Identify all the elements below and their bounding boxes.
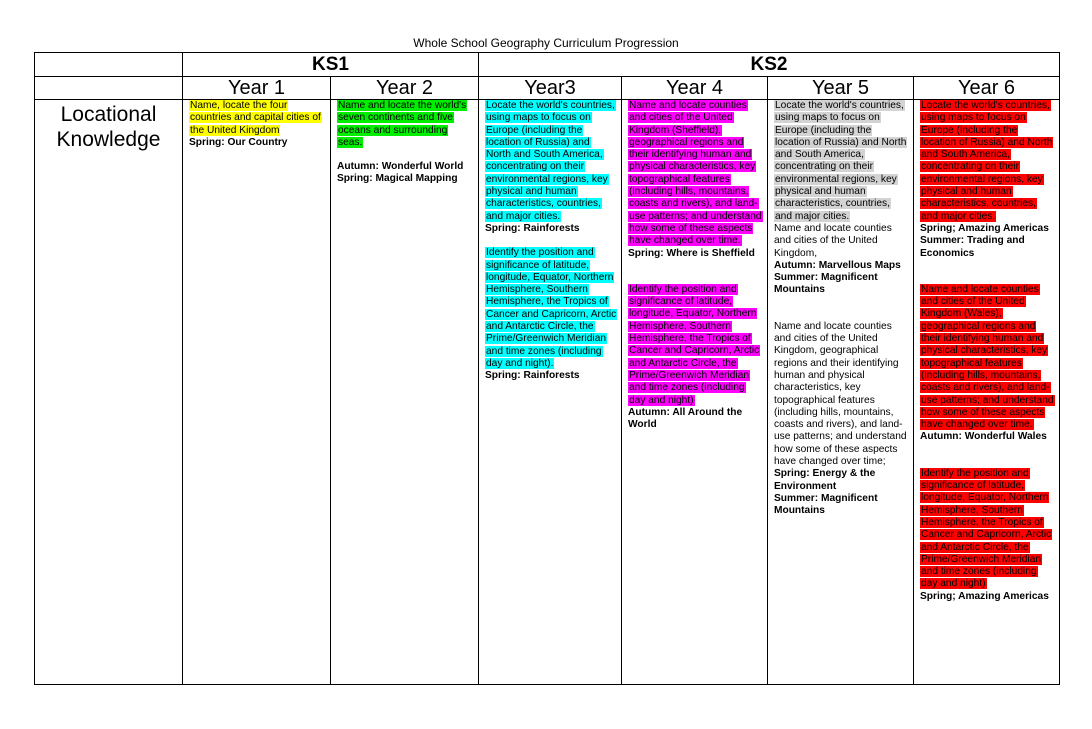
- year-6-cell: [914, 100, 1060, 685]
- year-5-heading: Year 5: [768, 77, 914, 100]
- year-5-objective-1b: Name and locate counties and cities of the United Kingdom,: [774, 222, 892, 259]
- year-3-objective-2: Identify the position and significance of latitude, longitude, Equator, Northern Hemisphere, Southern Hemisphere, the Tropics of Cancer and Capricorn, Arctic and Antarctic Circle, the Prime/Greenwich Meridian and time zones (including day and night).: [486, 247, 617, 369]
- key-stage-row: [35, 53, 1060, 77]
- year-3-heading: Year3: [479, 77, 622, 100]
- year-6-unit-2: Autumn: Wonderful Wales: [920, 431, 1047, 443]
- year-5-objective-2: Name and locate counties and cities of the United Kingdom, geographical regions and their identifying human and physical characteristics, key topographical features (including hills, mountains, coasts and rivers), and land-use patterns; and understand how some of these aspects have changed over time;: [774, 320, 907, 468]
- row-heading-text: Locational Knowledge: [56, 103, 161, 151]
- year-1-objective: Name, locate the four countries and capital cities of the United Kingdom: [190, 100, 321, 136]
- year-5-cell: [768, 100, 914, 685]
- year-row: [35, 77, 1060, 100]
- year-5-unit-1: Autumn: Marvellous Maps: [774, 259, 901, 271]
- year-2-heading: Year 2: [331, 77, 479, 100]
- year-4-objective-2: Identify the position and significance of latitude, longitude, Equator, Northern Hemisphere, Southern Hemisphere, the Tropics of Cancer and Capricorn, Arctic and Antarctic Circle, the Prime/Greenwich Meridian and time zones (including day and night): [629, 283, 760, 406]
- year-4-heading: Year 4: [622, 77, 768, 100]
- ks1-heading: KS1: [183, 53, 479, 77]
- year-1-heading: Year 1: [183, 77, 331, 100]
- year-3-unit-2: Spring: Rainforests: [485, 370, 580, 382]
- year-6-unit-1b: Summer: Trading and Economics: [920, 235, 1025, 259]
- year-4-objective-1: Name and locate counties and cities of the United Kingdom (Sheffield), geographical regions and their identifying human and physical characteristics, key topographical features (including hills, mountains, coasts and rivers), and land-use patterns; and understand how some of these aspects have changed over time.: [629, 100, 762, 247]
- ks2-heading: KS2: [479, 53, 1060, 77]
- year-5-unit-2: Spring: Energy & the Environment: [774, 468, 876, 492]
- year-2-unit-2: Spring: Magical Mapping: [337, 173, 458, 185]
- year-6-heading: Year 6: [914, 77, 1060, 100]
- year-6-objective-1: Locate the world's countries, using maps to focus on Europe (including the location of Russia) and North and South America, concentrating on their environmental regions, key physical and human characteristics, countries, and major cities.: [921, 100, 1053, 222]
- year-6-unit-3: Spring; Amazing Americas: [920, 590, 1049, 602]
- year-4-unit-2: Autumn: All Around the World: [628, 406, 743, 431]
- document-title: Whole School Geography Curriculum Progression: [413, 36, 679, 50]
- year-3-objective-1: Locate the world's countries, using maps to focus on Europe (including the location of Russia) and North and South America, concentrating on their environmental regions, key physical and human characteristics, countries, and major cities.: [486, 100, 615, 222]
- year-4-cell: [622, 100, 768, 685]
- corner-cell-2: [35, 77, 183, 100]
- year-6-objective-3: Identify the position and significance of latitude, longitude, Equator, Northern Hemisphere, Southern Hemisphere, the Tropics of Cancer and Capricorn, Arctic and Antarctic Circle, the Prime/Greenwich Meridian and time zones (including day and night): [921, 467, 1052, 590]
- locational-knowledge-row: [35, 100, 1060, 685]
- year-3-cell: [479, 100, 622, 685]
- year-2-unit-1: Autumn: Wonderful World: [337, 161, 464, 173]
- year-3-unit-1: Spring: Rainforests: [485, 222, 580, 234]
- corner-cell: [35, 53, 183, 77]
- year-5-objective-1: Locate the world's countries, using maps to focus on Europe (including the location of Russia) and North and South America, concentrating on their environmental regions, key physical and human characteristics, countries, and major cities.: [775, 100, 907, 222]
- year-5-unit-1b: Summer: Magnificent Mountains: [774, 272, 878, 296]
- year-6-objective-2: Name and locate counties and cities of the United Kingdom (Wales), geographical regions and their identifying human and physical characteristics, key topographical features (including hills, mountains, coasts and rivers), and land-use patterns; and understand how some of these aspects have changed over time.: [921, 283, 1054, 431]
- year-4-unit-1: Spring: Where is Sheffield: [628, 247, 755, 259]
- year-6-unit-1: Spring; Amazing Americas: [920, 222, 1049, 234]
- year-2-cell: [331, 100, 479, 685]
- year-5-unit-2b: Summer: Magnificent Mountains: [774, 492, 878, 517]
- year-2-objective: Name and locate the world's seven continents and five oceans and surrounding seas.: [338, 100, 467, 148]
- year-1-cell: [183, 100, 331, 685]
- curriculum-table: [34, 52, 1060, 685]
- row-heading: [35, 100, 183, 685]
- year-1-unit: Spring: Our Country: [189, 136, 288, 148]
